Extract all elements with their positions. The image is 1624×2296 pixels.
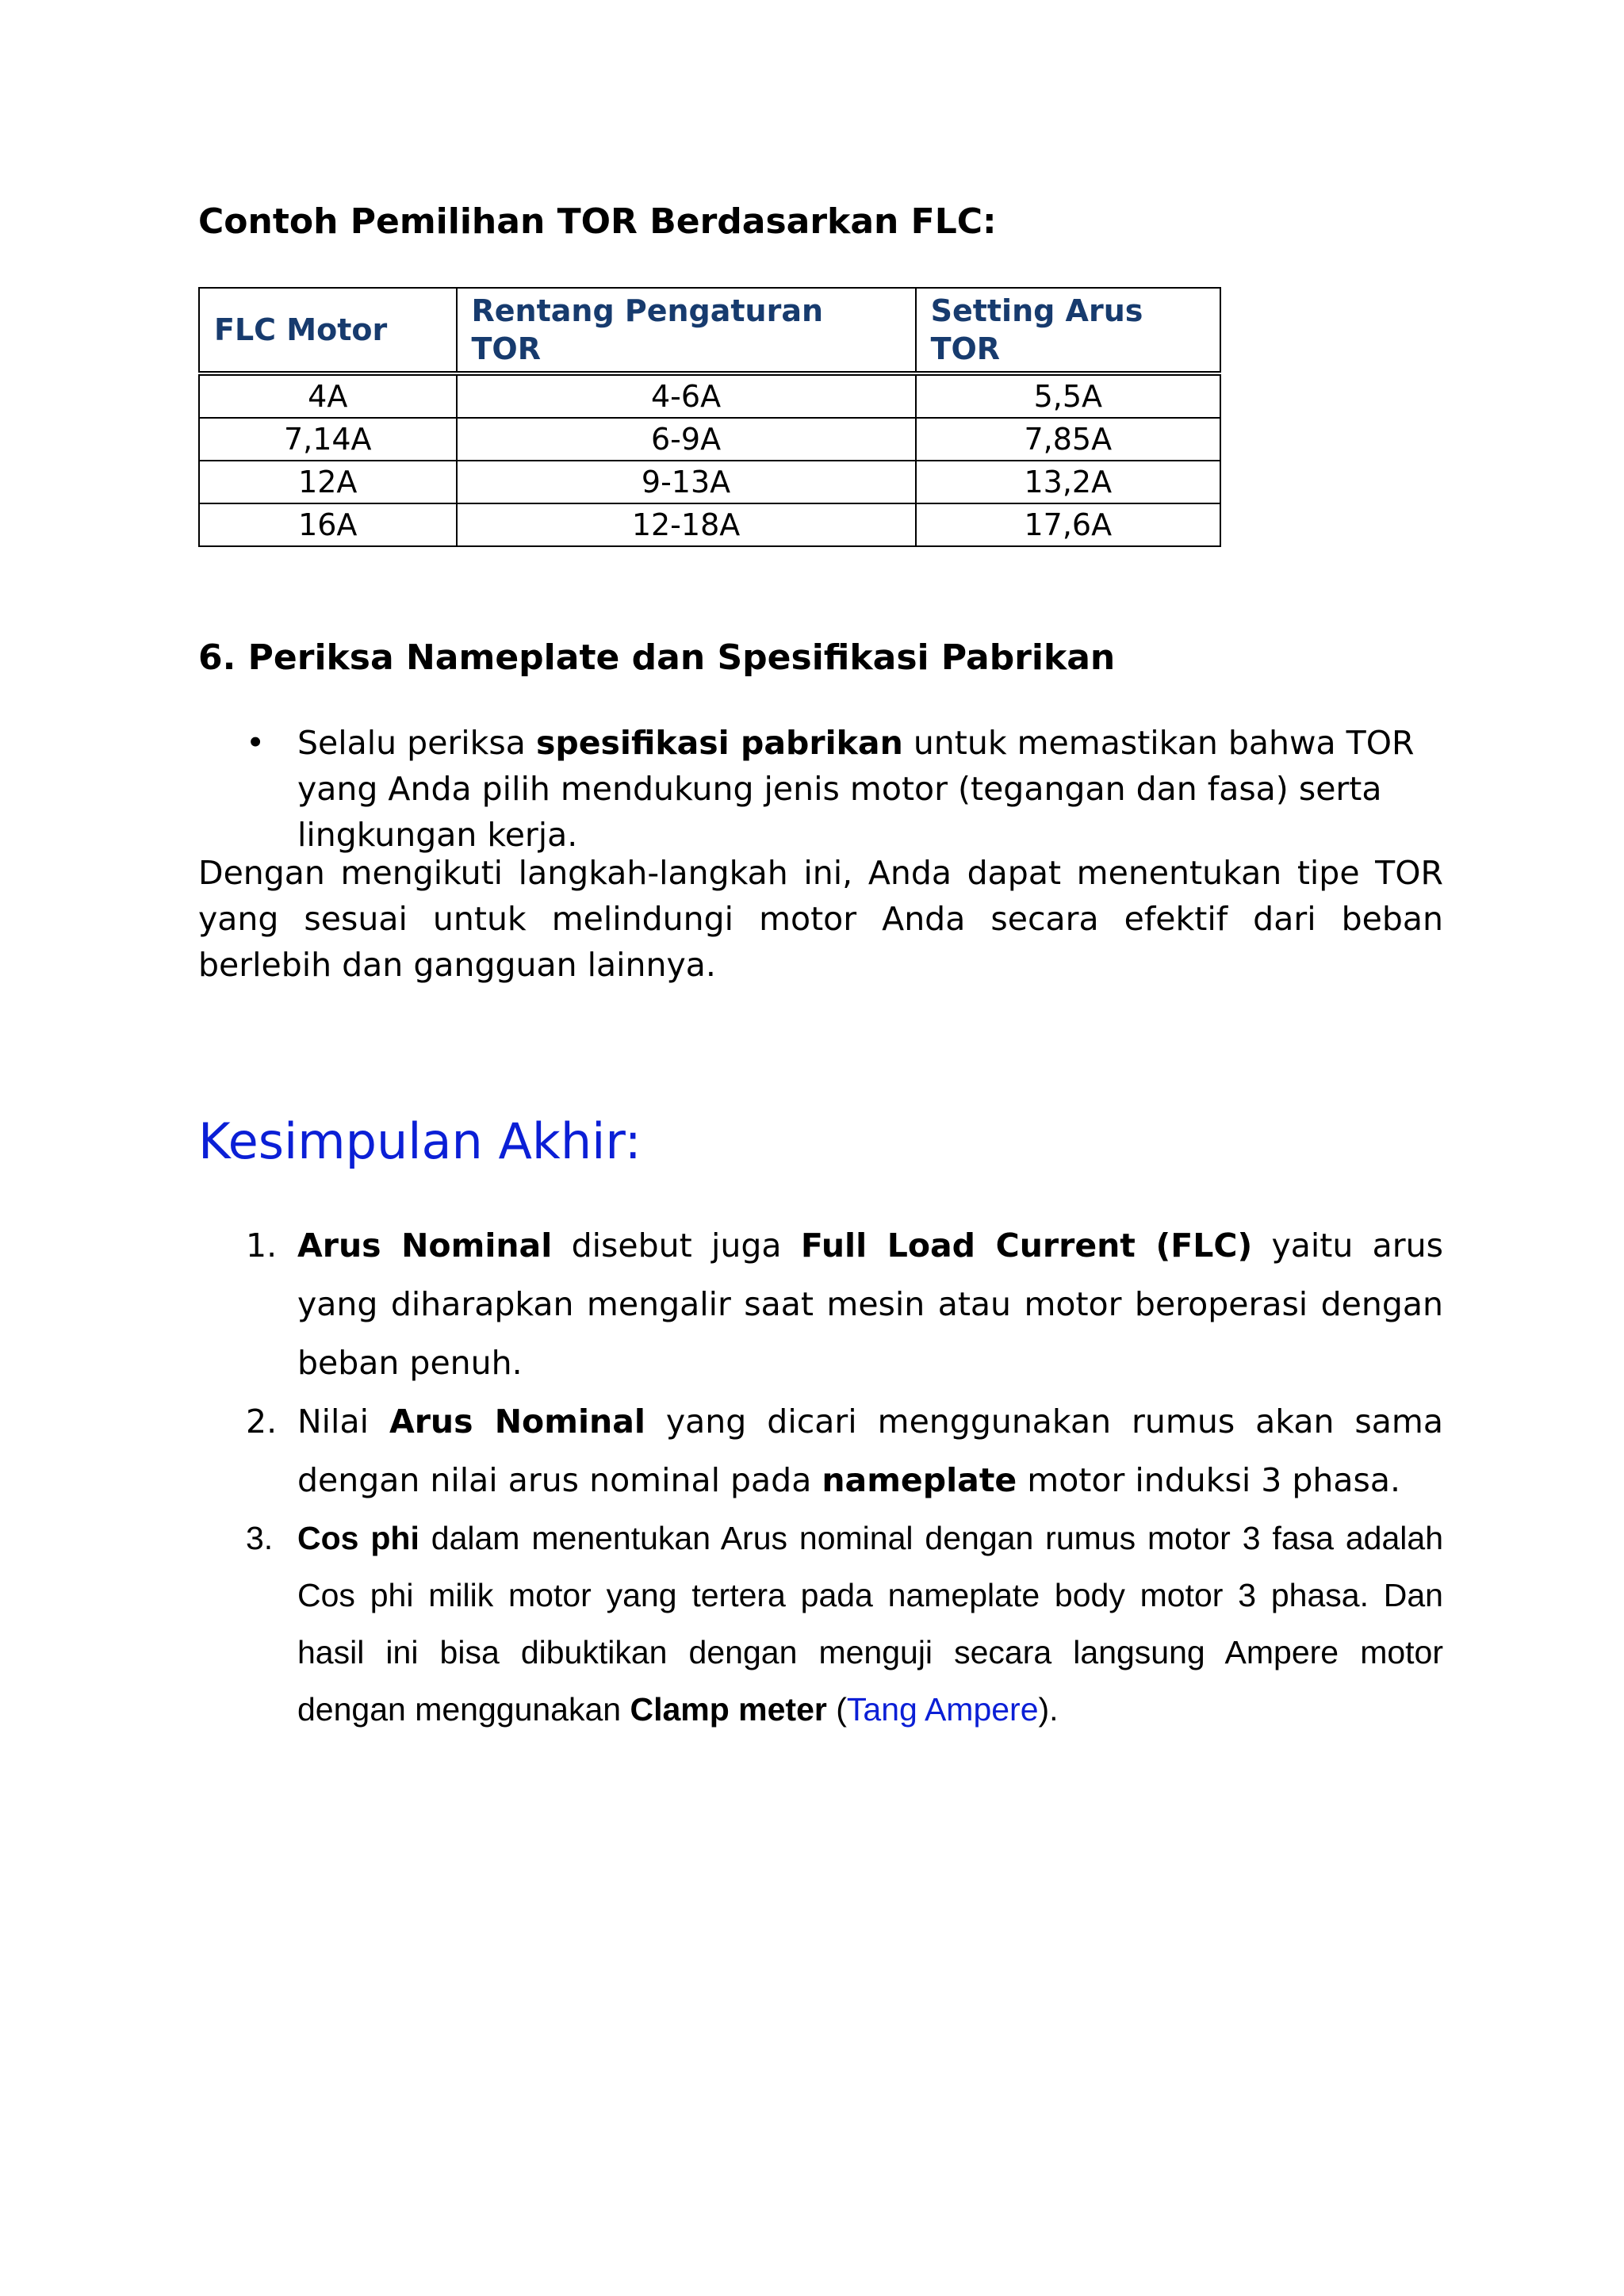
conclusion-list [198, 1216, 1443, 1738]
bullet-marker: • [246, 724, 266, 762]
table-cell: 7,85A [916, 418, 1220, 461]
table-cell: 17,6A [916, 503, 1220, 546]
bold-term: Arus Nominal [297, 1226, 553, 1265]
list-text: yang dicari menggunakan rumus akan sama dengan nilai arus nominal pada [297, 1402, 1443, 1499]
list-text: ( [826, 1691, 847, 1728]
bold-term: Clamp meter [630, 1691, 827, 1728]
bold-term: Cos phi [297, 1520, 419, 1556]
list-number: 3. [246, 1520, 274, 1556]
table-cell: 4-6A [457, 373, 916, 418]
list-text: Nilai [297, 1402, 389, 1441]
table-row [199, 461, 1220, 503]
column-header: Rentang Pengaturan TOR [457, 288, 916, 373]
table-cell: 13,2A [916, 461, 1220, 503]
list-number: 1. [246, 1226, 278, 1265]
list-number: 2. [246, 1402, 278, 1441]
table-cell: 12-18A [457, 503, 916, 546]
column-header: Setting Arus TOR [916, 288, 1220, 373]
table-cell: 7,14A [199, 418, 457, 461]
tang-ampere-link[interactable]: Tang Ampere [846, 1691, 1039, 1728]
summary-paragraph: Dengan mengikuti langkah-langkah ini, Anda dapat menentukan tipe TOR yang sesuai untuk melindungi motor Anda secara efektif dari beban berlebih dan gangguan lainnya. [198, 854, 1443, 984]
table-row [199, 373, 1220, 418]
column-header: FLC Motor [199, 288, 457, 373]
list-item [198, 1216, 1443, 1392]
table-cell: 5,5A [916, 373, 1220, 418]
bold-term: Arus Nominal [389, 1402, 645, 1441]
table-cell: 16A [199, 503, 457, 546]
bullet-text-part: untuk memastikan bahwa TOR yang Anda pilih mendukung jenis motor (tegangan dan fasa) serta lingkungan kerja. [297, 724, 1415, 854]
bullet-item [198, 720, 1443, 858]
table-section-heading: Contoh Pemilihan TOR Berdasarkan FLC: [198, 201, 997, 242]
bullet-text [297, 720, 1443, 858]
list-item [198, 1392, 1443, 1510]
table-cell: 4A [199, 373, 457, 418]
table-row [199, 503, 1220, 546]
list-text: dalam menentukan Arus nominal dengan rumus motor 3 fasa adalah Cos phi milik motor yang tertera pada nameplate body motor 3 phasa. Dan hasil ini bisa dibuktikan dengan menguji secara langsung Ampere motor dengan menggunakan [297, 1520, 1443, 1728]
list-text: disebut juga [552, 1226, 801, 1265]
section-6-heading: 6. Periksa Nameplate dan Spesifikasi Pabrikan [198, 637, 1116, 678]
table-cell: 6-9A [457, 418, 916, 461]
list-text: ). [1038, 1691, 1059, 1728]
table-row [199, 418, 1220, 461]
list-item [198, 1510, 1443, 1738]
bold-term: nameplate [822, 1461, 1017, 1499]
list-text: yaitu arus yang diharapkan mengalir saat mesin atau motor beroperasi dengan beban penuh. [297, 1226, 1444, 1382]
tor-selection-table [198, 287, 1221, 547]
table-cell: 9-13A [457, 461, 916, 503]
table-header-row [199, 288, 1220, 373]
conclusion-heading: Kesimpulan Akhir: [198, 1112, 642, 1170]
table-cell: 12A [199, 461, 457, 503]
bullet-text-part: Selalu periksa [297, 724, 536, 762]
list-text: motor induksi 3 phasa. [1017, 1461, 1401, 1499]
bullet-bold-text: spesifikasi pabrikan [535, 724, 903, 762]
bold-term: Full Load Current (FLC) [800, 1226, 1253, 1265]
